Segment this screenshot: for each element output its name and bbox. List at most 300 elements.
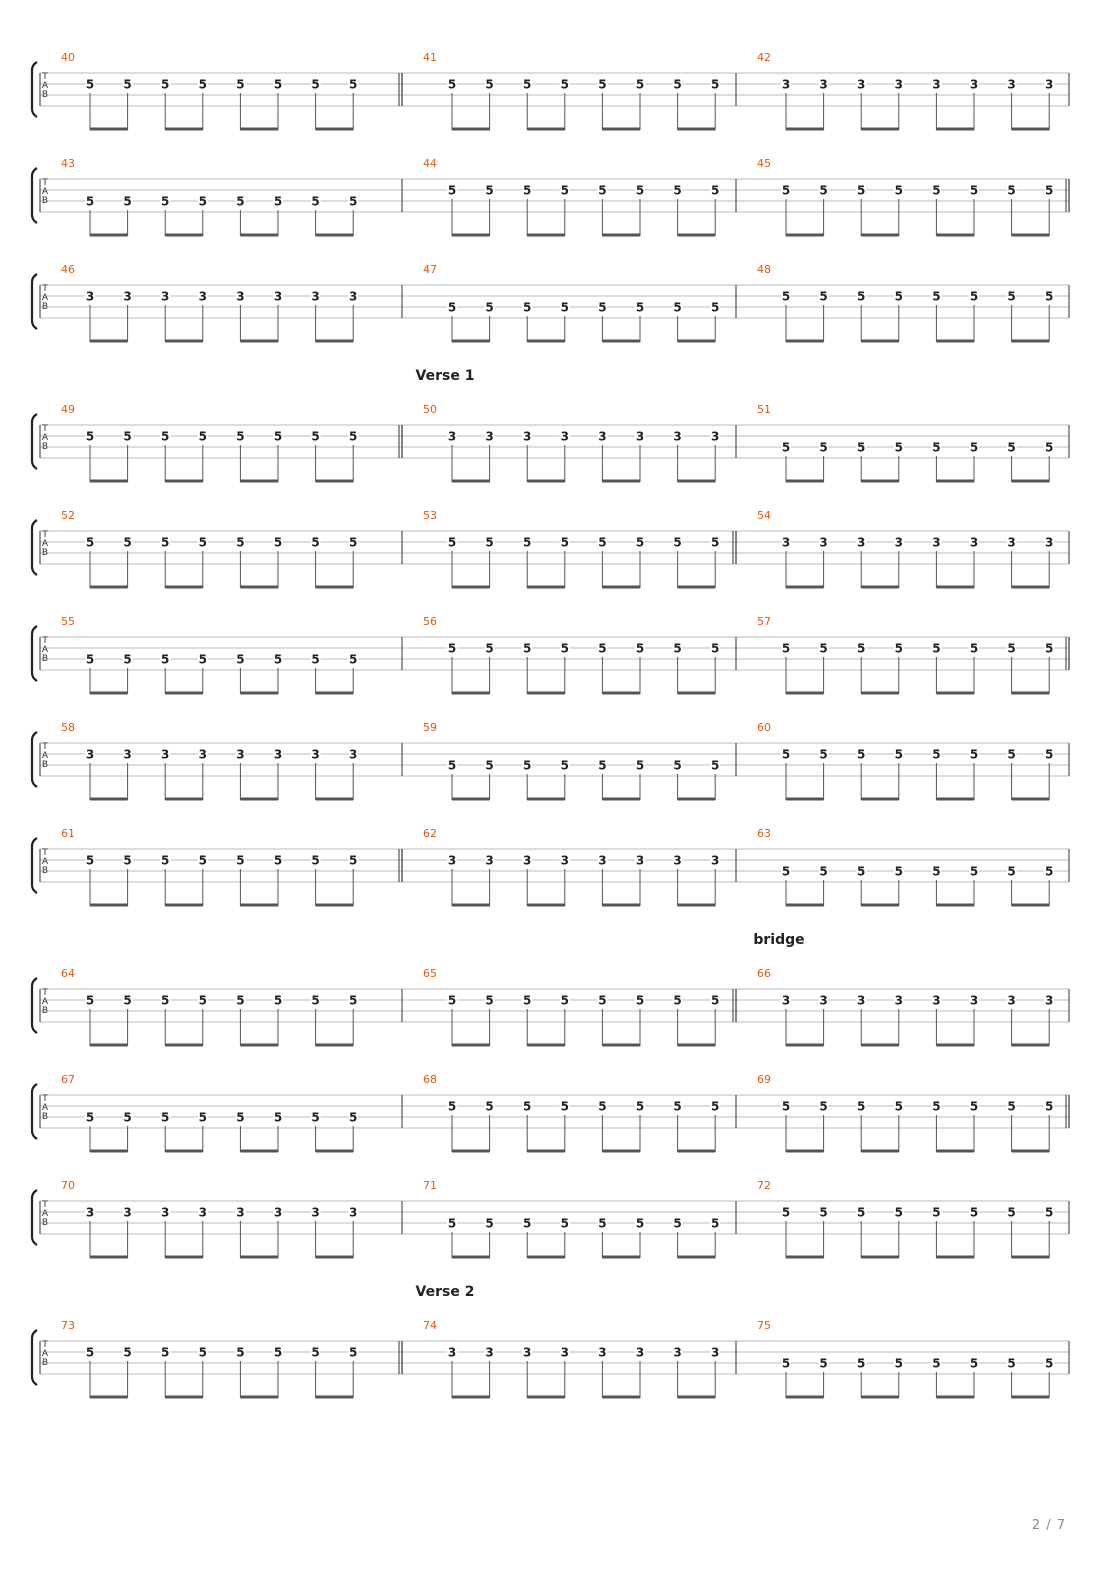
fret-number: 5: [236, 652, 245, 667]
fret-number: 5: [894, 864, 903, 879]
tab-clef-letter: T: [42, 424, 48, 434]
tab-clef-letter: A: [41, 857, 49, 867]
fret-number: 5: [932, 440, 941, 455]
fret-number: 5: [349, 429, 358, 444]
fret-number: 5: [273, 853, 283, 868]
fret-number: 3: [560, 853, 569, 868]
fret-number: 3: [523, 853, 532, 868]
fret-number: 5: [198, 1345, 207, 1360]
fret-number: 5: [311, 194, 320, 209]
tab-clef-letter: A: [41, 1103, 49, 1113]
fret-number: 5: [781, 289, 791, 304]
fret-number: 3: [711, 429, 720, 444]
system-bracket: [32, 1190, 37, 1245]
fret-number: 3: [857, 535, 866, 550]
bar-number: 50: [423, 403, 437, 416]
bar-number: 58: [61, 721, 75, 734]
fret-number: 5: [857, 747, 866, 762]
fret-number: 5: [523, 535, 532, 550]
fret-number: 3: [819, 535, 828, 550]
fret-number: 3: [273, 747, 283, 762]
fret-number: 3: [198, 1205, 207, 1220]
fret-number: 5: [236, 429, 245, 444]
fret-number: 3: [1045, 77, 1054, 92]
fret-number: 5: [598, 300, 607, 315]
fret-number: 5: [819, 747, 828, 762]
fret-number: 5: [236, 1345, 245, 1360]
system-bracket: [32, 626, 37, 681]
tab-clef-letter: A: [41, 433, 49, 443]
fret-number: 3: [781, 535, 791, 550]
fret-number: 5: [311, 77, 320, 92]
bar-number: 49: [61, 403, 75, 416]
fret-number: 5: [523, 1099, 532, 1114]
fret-number: 5: [349, 77, 358, 92]
section-marker: Verse 2: [415, 1284, 475, 1300]
fret-number: 5: [711, 77, 720, 92]
fret-number: 5: [711, 1099, 720, 1114]
bar-number: 65: [423, 967, 437, 980]
bar-number: 51: [757, 403, 771, 416]
tab-clef-letter: A: [41, 293, 49, 303]
fret-number: 3: [598, 1345, 607, 1360]
fret-number: 5: [894, 1099, 903, 1114]
fret-number: 5: [85, 993, 95, 1008]
fret-number: 3: [236, 289, 245, 304]
fret-number: 3: [894, 535, 903, 550]
fret-number: 5: [635, 77, 645, 92]
fret-number: 3: [598, 853, 607, 868]
fret-number: 3: [273, 289, 283, 304]
fret-number: 5: [894, 440, 903, 455]
fret-number: 5: [85, 535, 95, 550]
fret-number: 5: [485, 300, 494, 315]
fret-number: 5: [349, 535, 358, 550]
tab-clef-letter: T: [42, 1094, 48, 1104]
fret-number: 5: [311, 429, 320, 444]
fret-number: 3: [932, 77, 941, 92]
fret-number: 3: [523, 1345, 532, 1360]
fret-number: 3: [1007, 77, 1016, 92]
tab-clef-letter: A: [41, 187, 49, 197]
bar-number: 74: [423, 1319, 437, 1332]
fret-number: 5: [1007, 440, 1016, 455]
bar-number: 63: [757, 827, 771, 840]
fret-number: 5: [673, 300, 682, 315]
fret-number: 5: [857, 440, 866, 455]
fret-number: 5: [932, 289, 941, 304]
fret-number: 5: [198, 652, 207, 667]
fret-number: 5: [635, 1216, 645, 1231]
tab-clef-letter: A: [41, 81, 49, 91]
fret-number: 5: [85, 1345, 95, 1360]
fret-number: 5: [781, 641, 791, 656]
tab-clef-letter: T: [42, 636, 48, 646]
tab-clef-letter: T: [42, 72, 48, 82]
fret-number: 5: [161, 429, 170, 444]
fret-number: 5: [969, 440, 979, 455]
fret-number: 5: [523, 183, 532, 198]
fret-number: 5: [523, 993, 532, 1008]
fret-number: 3: [349, 1205, 358, 1220]
bar-number: 46: [61, 263, 75, 276]
fret-number: 5: [857, 864, 866, 879]
section-marker: Verse 1: [415, 368, 475, 384]
fret-number: 5: [711, 535, 720, 550]
fret-number: 3: [781, 993, 791, 1008]
fret-number: 5: [673, 535, 682, 550]
fret-number: 3: [711, 1345, 720, 1360]
fret-number: 5: [485, 535, 494, 550]
fret-number: 3: [311, 289, 320, 304]
tab-clef-letter: T: [42, 742, 48, 752]
bar-number: 45: [757, 157, 771, 170]
fret-number: 5: [1007, 641, 1016, 656]
fret-number: 5: [857, 641, 866, 656]
fret-number: 5: [1045, 641, 1054, 656]
bar-number: 71: [423, 1179, 437, 1192]
fret-number: 5: [236, 853, 245, 868]
fret-number: 5: [711, 641, 720, 656]
fret-number: 5: [273, 194, 283, 209]
fret-number: 5: [161, 853, 170, 868]
fret-number: 5: [560, 758, 569, 773]
fret-number: 5: [969, 1356, 979, 1371]
fret-number: 5: [161, 194, 170, 209]
tab-clef-letter: B: [41, 1112, 49, 1122]
fret-number: 5: [894, 1205, 903, 1220]
fret-number: 5: [894, 641, 903, 656]
fret-number: 5: [1045, 1099, 1054, 1114]
tab-clef-letter: T: [42, 284, 48, 294]
fret-number: 5: [447, 535, 457, 550]
fret-number: 5: [161, 77, 170, 92]
fret-number: 5: [485, 641, 494, 656]
fret-number: 5: [598, 758, 607, 773]
fret-number: 5: [1007, 183, 1016, 198]
fret-number: 5: [560, 1099, 569, 1114]
fret-number: 5: [969, 747, 979, 762]
fret-number: 5: [447, 641, 457, 656]
fret-number: 3: [673, 853, 682, 868]
fret-number: 5: [635, 993, 645, 1008]
fret-number: 3: [523, 429, 532, 444]
fret-number: 5: [198, 535, 207, 550]
tab-clef-letter: B: [41, 866, 49, 876]
fret-number: 5: [161, 993, 170, 1008]
fret-number: 5: [560, 183, 569, 198]
tab-clef-letter: B: [41, 548, 49, 558]
fret-number: 5: [857, 289, 866, 304]
fret-number: 5: [598, 993, 607, 1008]
fret-number: 3: [349, 289, 358, 304]
fret-number: 3: [598, 429, 607, 444]
fret-number: 3: [311, 747, 320, 762]
fret-number: 5: [894, 183, 903, 198]
fret-number: 5: [1007, 747, 1016, 762]
fret-number: 5: [598, 1216, 607, 1231]
fret-number: 5: [485, 993, 494, 1008]
bar-number: 42: [757, 51, 771, 64]
fret-number: 5: [969, 289, 979, 304]
fret-number: 5: [123, 993, 132, 1008]
fret-number: 5: [123, 1110, 132, 1125]
fret-number: 5: [161, 1110, 170, 1125]
bar-number: 40: [61, 51, 75, 64]
system-bracket: [32, 274, 37, 329]
fret-number: 5: [198, 77, 207, 92]
tab-clef-letter: A: [41, 1209, 49, 1219]
bar-number: 72: [757, 1179, 771, 1192]
fret-number: 5: [673, 1099, 682, 1114]
system-bracket: [32, 732, 37, 787]
fret-number: 5: [1007, 289, 1016, 304]
fret-number: 3: [894, 993, 903, 1008]
fret-number: 5: [635, 1099, 645, 1114]
bar-number: 75: [757, 1319, 771, 1332]
bar-number: 69: [757, 1073, 771, 1086]
fret-number: 5: [447, 993, 457, 1008]
fret-number: 5: [349, 652, 358, 667]
fret-number: 5: [311, 1345, 320, 1360]
bar-number: 59: [423, 721, 437, 734]
fret-number: 5: [819, 864, 828, 879]
tab-clef-letter: B: [41, 302, 49, 312]
fret-number: 5: [123, 535, 132, 550]
fret-number: 5: [673, 183, 682, 198]
bar-number: 43: [61, 157, 75, 170]
fret-number: 5: [969, 1099, 979, 1114]
bar-number: 70: [61, 1179, 75, 1192]
fret-number: 5: [198, 429, 207, 444]
fret-number: 5: [349, 853, 358, 868]
fret-number: 5: [236, 194, 245, 209]
fret-number: 3: [1007, 993, 1016, 1008]
fret-number: 5: [349, 194, 358, 209]
fret-number: 5: [161, 652, 170, 667]
fret-number: 5: [560, 300, 569, 315]
tab-clef-letter: A: [41, 645, 49, 655]
fret-number: 5: [560, 535, 569, 550]
fret-number: 5: [1045, 1205, 1054, 1220]
fret-number: 5: [932, 1099, 941, 1114]
fret-number: 3: [485, 1345, 494, 1360]
fret-number: 5: [485, 183, 494, 198]
fret-number: 5: [311, 993, 320, 1008]
bar-number: 41: [423, 51, 437, 64]
fret-number: 5: [819, 289, 828, 304]
system-bracket: [32, 62, 37, 117]
tab-clef-letter: T: [42, 848, 48, 858]
fret-number: 5: [1007, 1356, 1016, 1371]
system-bracket: [32, 520, 37, 575]
bar-number: 48: [757, 263, 771, 276]
fret-number: 5: [857, 1205, 866, 1220]
fret-number: 5: [1007, 864, 1016, 879]
fret-number: 5: [673, 641, 682, 656]
fret-number: 5: [1045, 289, 1054, 304]
tab-clef-letter: A: [41, 997, 49, 1007]
fret-number: 5: [236, 1110, 245, 1125]
fret-number: 3: [447, 853, 457, 868]
tab-clef-letter: T: [42, 178, 48, 188]
fret-number: 5: [273, 1110, 283, 1125]
bar-number: 52: [61, 509, 75, 522]
fret-number: 5: [273, 652, 283, 667]
fret-number: 5: [969, 641, 979, 656]
fret-number: 5: [123, 853, 132, 868]
fret-number: 5: [236, 535, 245, 550]
tab-clef-letter: A: [41, 1349, 49, 1359]
fret-number: 5: [123, 1345, 132, 1360]
fret-number: 5: [781, 1356, 791, 1371]
fret-number: 3: [485, 429, 494, 444]
fret-number: 5: [161, 1345, 170, 1360]
bar-number: 53: [423, 509, 437, 522]
tab-clef-letter: T: [42, 530, 48, 540]
fret-number: 5: [673, 1216, 682, 1231]
fret-number: 5: [123, 652, 132, 667]
fret-number: 5: [349, 993, 358, 1008]
fret-number: 3: [1045, 535, 1054, 550]
fret-number: 5: [198, 1110, 207, 1125]
fret-number: 5: [781, 440, 791, 455]
fret-number: 5: [932, 183, 941, 198]
fret-number: 5: [447, 758, 457, 773]
fret-number: 5: [123, 429, 132, 444]
fret-number: 5: [161, 535, 170, 550]
fret-number: 5: [447, 77, 457, 92]
fret-number: 3: [236, 1205, 245, 1220]
fret-number: 5: [598, 183, 607, 198]
bar-number: 56: [423, 615, 437, 628]
tab-clef-letter: B: [41, 760, 49, 770]
fret-number: 5: [598, 77, 607, 92]
bar-number: 44: [423, 157, 437, 170]
fret-number: 3: [161, 289, 170, 304]
fret-number: 5: [349, 1345, 358, 1360]
fret-number: 5: [523, 1216, 532, 1231]
tab-clef-letter: B: [41, 1006, 49, 1016]
fret-number: 5: [781, 864, 791, 879]
fret-number: 5: [635, 300, 645, 315]
fret-number: 3: [673, 1345, 682, 1360]
fret-number: 3: [311, 1205, 320, 1220]
fret-number: 5: [273, 77, 283, 92]
fret-number: 5: [711, 183, 720, 198]
fret-number: 3: [161, 747, 170, 762]
fret-number: 3: [560, 1345, 569, 1360]
fret-number: 5: [273, 1345, 283, 1360]
fret-number: 5: [123, 194, 132, 209]
fret-number: 5: [894, 289, 903, 304]
system-bracket: [32, 1330, 37, 1385]
fret-number: 3: [485, 853, 494, 868]
fret-number: 5: [673, 77, 682, 92]
fret-number: 5: [560, 641, 569, 656]
fret-number: 5: [635, 535, 645, 550]
fret-number: 5: [894, 1356, 903, 1371]
fret-number: 3: [123, 747, 132, 762]
fret-number: 5: [523, 300, 532, 315]
fret-number: 3: [273, 1205, 283, 1220]
bar-number: 55: [61, 615, 75, 628]
bar-number: 68: [423, 1073, 437, 1086]
tab-clef-letter: B: [41, 442, 49, 452]
tab-clef-letter: A: [41, 539, 49, 549]
fret-number: 5: [198, 993, 207, 1008]
fret-number: 5: [635, 183, 645, 198]
fret-number: 5: [711, 993, 720, 1008]
fret-number: 5: [857, 183, 866, 198]
system-bracket: [32, 978, 37, 1033]
fret-number: 3: [349, 747, 358, 762]
fret-number: 5: [123, 77, 132, 92]
fret-number: 5: [857, 1356, 866, 1371]
fret-number: 3: [198, 289, 207, 304]
fret-number: 5: [932, 641, 941, 656]
fret-number: 5: [1045, 440, 1054, 455]
system-bracket: [32, 838, 37, 893]
fret-number: 3: [932, 993, 941, 1008]
bar-number: 67: [61, 1073, 75, 1086]
fret-number: 5: [85, 853, 95, 868]
fret-number: 3: [236, 747, 245, 762]
tab-clef-letter: B: [41, 654, 49, 664]
fret-number: 5: [781, 183, 791, 198]
fret-number: 5: [523, 758, 532, 773]
fret-number: 5: [635, 641, 645, 656]
fret-number: 5: [819, 183, 828, 198]
fret-number: 5: [1007, 1205, 1016, 1220]
fret-number: 5: [932, 1356, 941, 1371]
fret-number: 3: [447, 1345, 457, 1360]
fret-number: 3: [857, 77, 866, 92]
fret-number: 5: [273, 429, 283, 444]
fret-number: 3: [123, 1205, 132, 1220]
bar-number: 66: [757, 967, 771, 980]
system-bracket: [32, 1084, 37, 1139]
fret-number: 5: [85, 429, 95, 444]
fret-number: 5: [311, 535, 320, 550]
fret-number: 5: [1045, 864, 1054, 879]
fret-number: 3: [1045, 993, 1054, 1008]
fret-number: 3: [1007, 535, 1016, 550]
fret-number: 3: [857, 993, 866, 1008]
fret-number: 3: [635, 853, 645, 868]
fret-number: 5: [819, 440, 828, 455]
tab-clef-letter: T: [42, 1340, 48, 1350]
fret-number: 5: [560, 77, 569, 92]
fret-number: 5: [311, 652, 320, 667]
fret-number: 3: [123, 289, 132, 304]
system-bracket: [32, 414, 37, 469]
fret-number: 3: [635, 429, 645, 444]
fret-number: 5: [781, 1099, 791, 1114]
fret-number: 5: [598, 1099, 607, 1114]
tab-clef-letter: B: [41, 90, 49, 100]
fret-number: 5: [969, 1205, 979, 1220]
fret-number: 3: [819, 77, 828, 92]
system-bracket: [32, 168, 37, 223]
fret-number: 5: [819, 1099, 828, 1114]
fret-number: 5: [485, 1216, 494, 1231]
fret-number: 5: [560, 1216, 569, 1231]
fret-number: 5: [1045, 747, 1054, 762]
section-marker: bridge: [753, 932, 805, 948]
tab-clef-letter: A: [41, 751, 49, 761]
fret-number: 5: [781, 1205, 791, 1220]
